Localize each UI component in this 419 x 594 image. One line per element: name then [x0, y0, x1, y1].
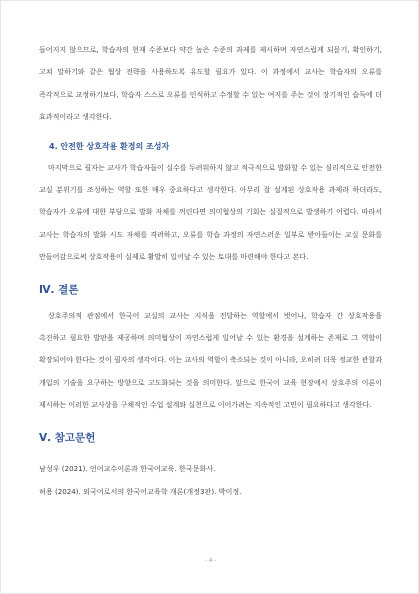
page-number: - 4 -	[205, 558, 216, 564]
paragraph-conclusion: 상호주의적 관점에서 한국어 교실의 교사는 지식을 전달하는 역할에서 벗어나, 학습자 간 상호작용을 촉진하고 필요한 발판을 제공하며 의미협상이 자연스럽게 일어날 수 있는 환경을 설계하는 존재로 그 역할이 확장되어야 한다는 것이 필자의 생각이다. 이는 교사의 역할이 축소되는 것이 아니라, 오히려 더욱 정교한 관찰과 개입의 기술을 요구하는 방향으로 고도화되는 것을 의미한다. 앞으로 한국어 교육 현장에서 상호주의 이론이 제시하는 이러한 교사상을 구체적인 수업 설계와 실천으로 이어가려는 지속적인 고민이 필요하다고 생각한다.	[39, 310, 382, 410]
reference-item: 허용 (2024). 외국어로서의 한국어교육학 개론(개정3판). 박이정.	[39, 486, 242, 496]
reference-item: 남성우 (2021). 언어교수이론과 한국어교육. 한국문화사.	[39, 463, 216, 473]
subsection-heading-safe-environment: 4. 안전한 상호작용 환경의 조성자	[49, 141, 170, 151]
section-heading-conclusion: Ⅳ. 결론	[39, 283, 79, 296]
page-content	[39, 39, 382, 503]
paragraph-safe-environment: 마지막으로 필자는 교사가 학습자들이 실수를 두려워하지 않고 적극적으로 발화할 수 있는 심리적으로 안전한 교실 분위기를 조성하는 역할 또한 매우 중요하다고 생각한다. 아무리 잘 설계된 상호작용 과제라 하더라도, 학습자가 오류에 대한 부담으로 발화 자체를 꺼린다면 의미협상의 기회는 실질적으로 발생하기 어렵다. 따라서 교사는 학습자의 발화 시도 자체를 격려하고, 오류를 학습 과정의 자연스러운 일부로 받아들이는 교실 문화를 만들어감으로써 상호작용이 실제로 활발히 일어날 수 있는 토대를 마련해야 한다고 본다.	[39, 162, 382, 262]
section-heading-references: Ⅴ. 참고문헌	[39, 431, 96, 444]
paragraph-continued: 들어지지 않으므로, 학습자의 현재 수준보다 약간 높은 수준의 과제를 제시하며 자연스럽게 되묻기, 확인하기, 고쳐 말하기와 같은 협상 전략을 사용하도록 유도할 필요가 있다. 이 과정에서 교사는 학습자의 오류를 즉각적으로 교정하기보다, 학습자 스스로 오류를 인식하고 수정할 수 있는 여지를 주는 것이 장기적인 습득에 더 효과적이라고 생각한다.	[39, 45, 382, 122]
